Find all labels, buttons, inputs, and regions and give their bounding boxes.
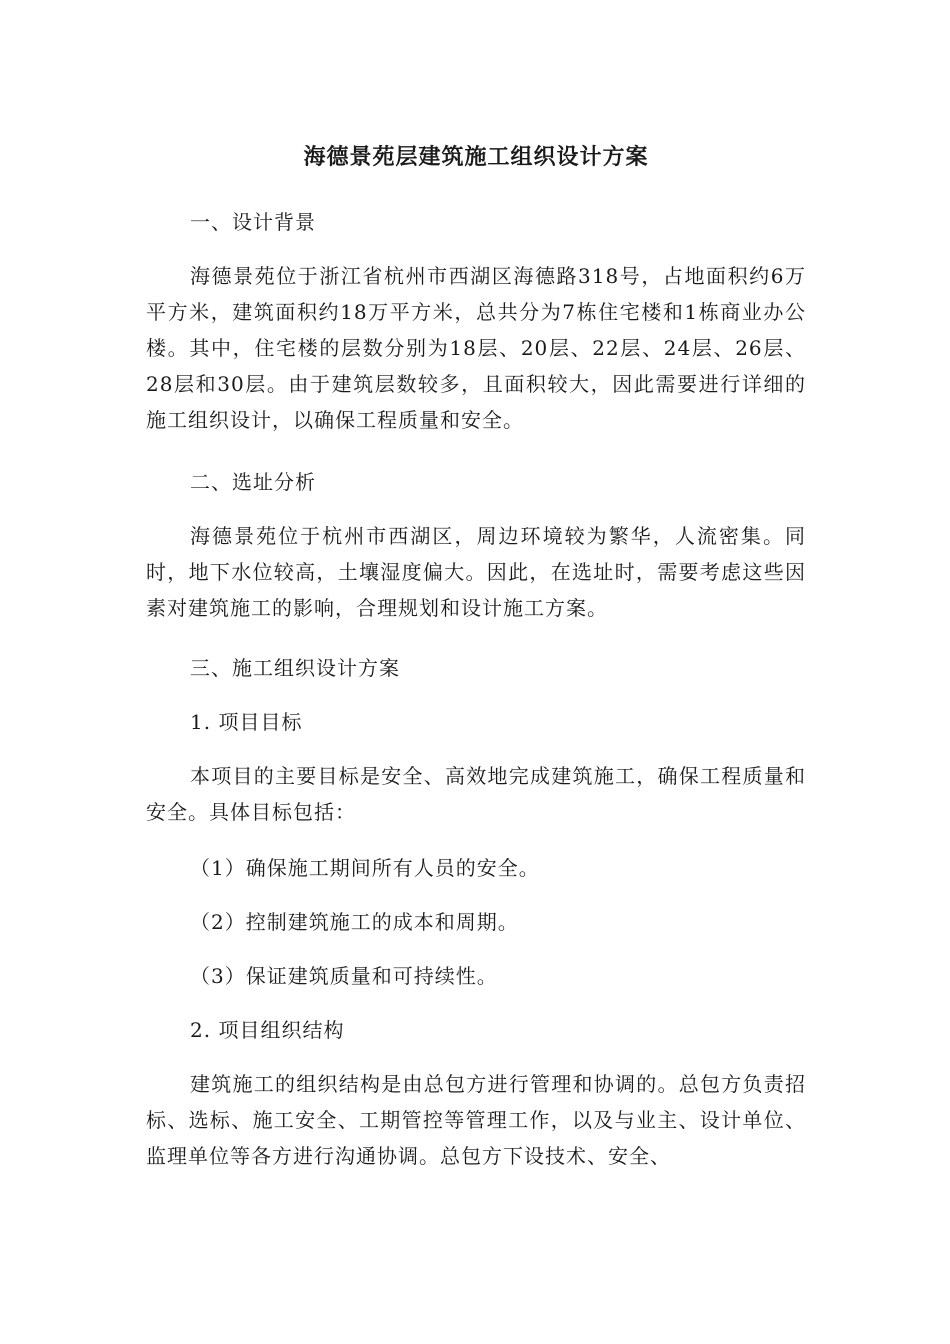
paragraph-org-structure: 建筑施工的组织结构是由总包方进行管理和协调的。总包方负责招标、选标、施工安全、工期管控等管理工作，以及与业主、设计单位、监理单位等各方进行沟通协调。总包方下设技术、安全、	[146, 1072, 806, 1168]
list-item-goal-1: （1）确保施工期间所有人员的安全。	[190, 856, 540, 880]
paragraph-design-background: 海德景苑位于浙江省杭州市西湖区海德路318号，占地面积约6万平方米，建筑面积约18万平方米，总共分为7栋住宅楼和1栋商业办公楼。其中，住宅楼的层数分别为18层、20层、22层、24层、26层、28层和30层。由于建筑层数较多，且面积较大，因此需要进行详细的施工组织设计，以确保工程质量和安全。	[146, 264, 806, 432]
section-heading-construction-plan: 三、施工组织设计方案	[190, 656, 400, 680]
paragraph-project-goals: 本项目的主要目标是安全、高效地完成建筑施工，确保工程质量和安全。具体目标包括：	[146, 764, 806, 824]
list-item-goal-3: （3）保证建筑质量和可持续性。	[190, 964, 498, 988]
section-heading-design-background: 一、设计背景	[190, 210, 316, 234]
list-item-goal-2: （2）控制建筑施工的成本和周期。	[190, 910, 519, 934]
section-heading-site-analysis: 二、选址分析	[190, 470, 316, 494]
document-title: 海德景苑层建筑施工组织设计方案	[303, 145, 649, 170]
paragraph-site-analysis: 海德景苑位于杭州市西湖区，周边环境较为繁华，人流密集。同时，地下水位较高，土壤湿度偏大。因此，在选址时，需要考虑这些因素对建筑施工的影响，合理规划和设计施工方案。	[146, 524, 806, 620]
subsection-heading-org-structure: 2. 项目组织结构	[190, 1018, 345, 1042]
subsection-heading-project-goals: 1. 项目目标	[190, 710, 303, 734]
